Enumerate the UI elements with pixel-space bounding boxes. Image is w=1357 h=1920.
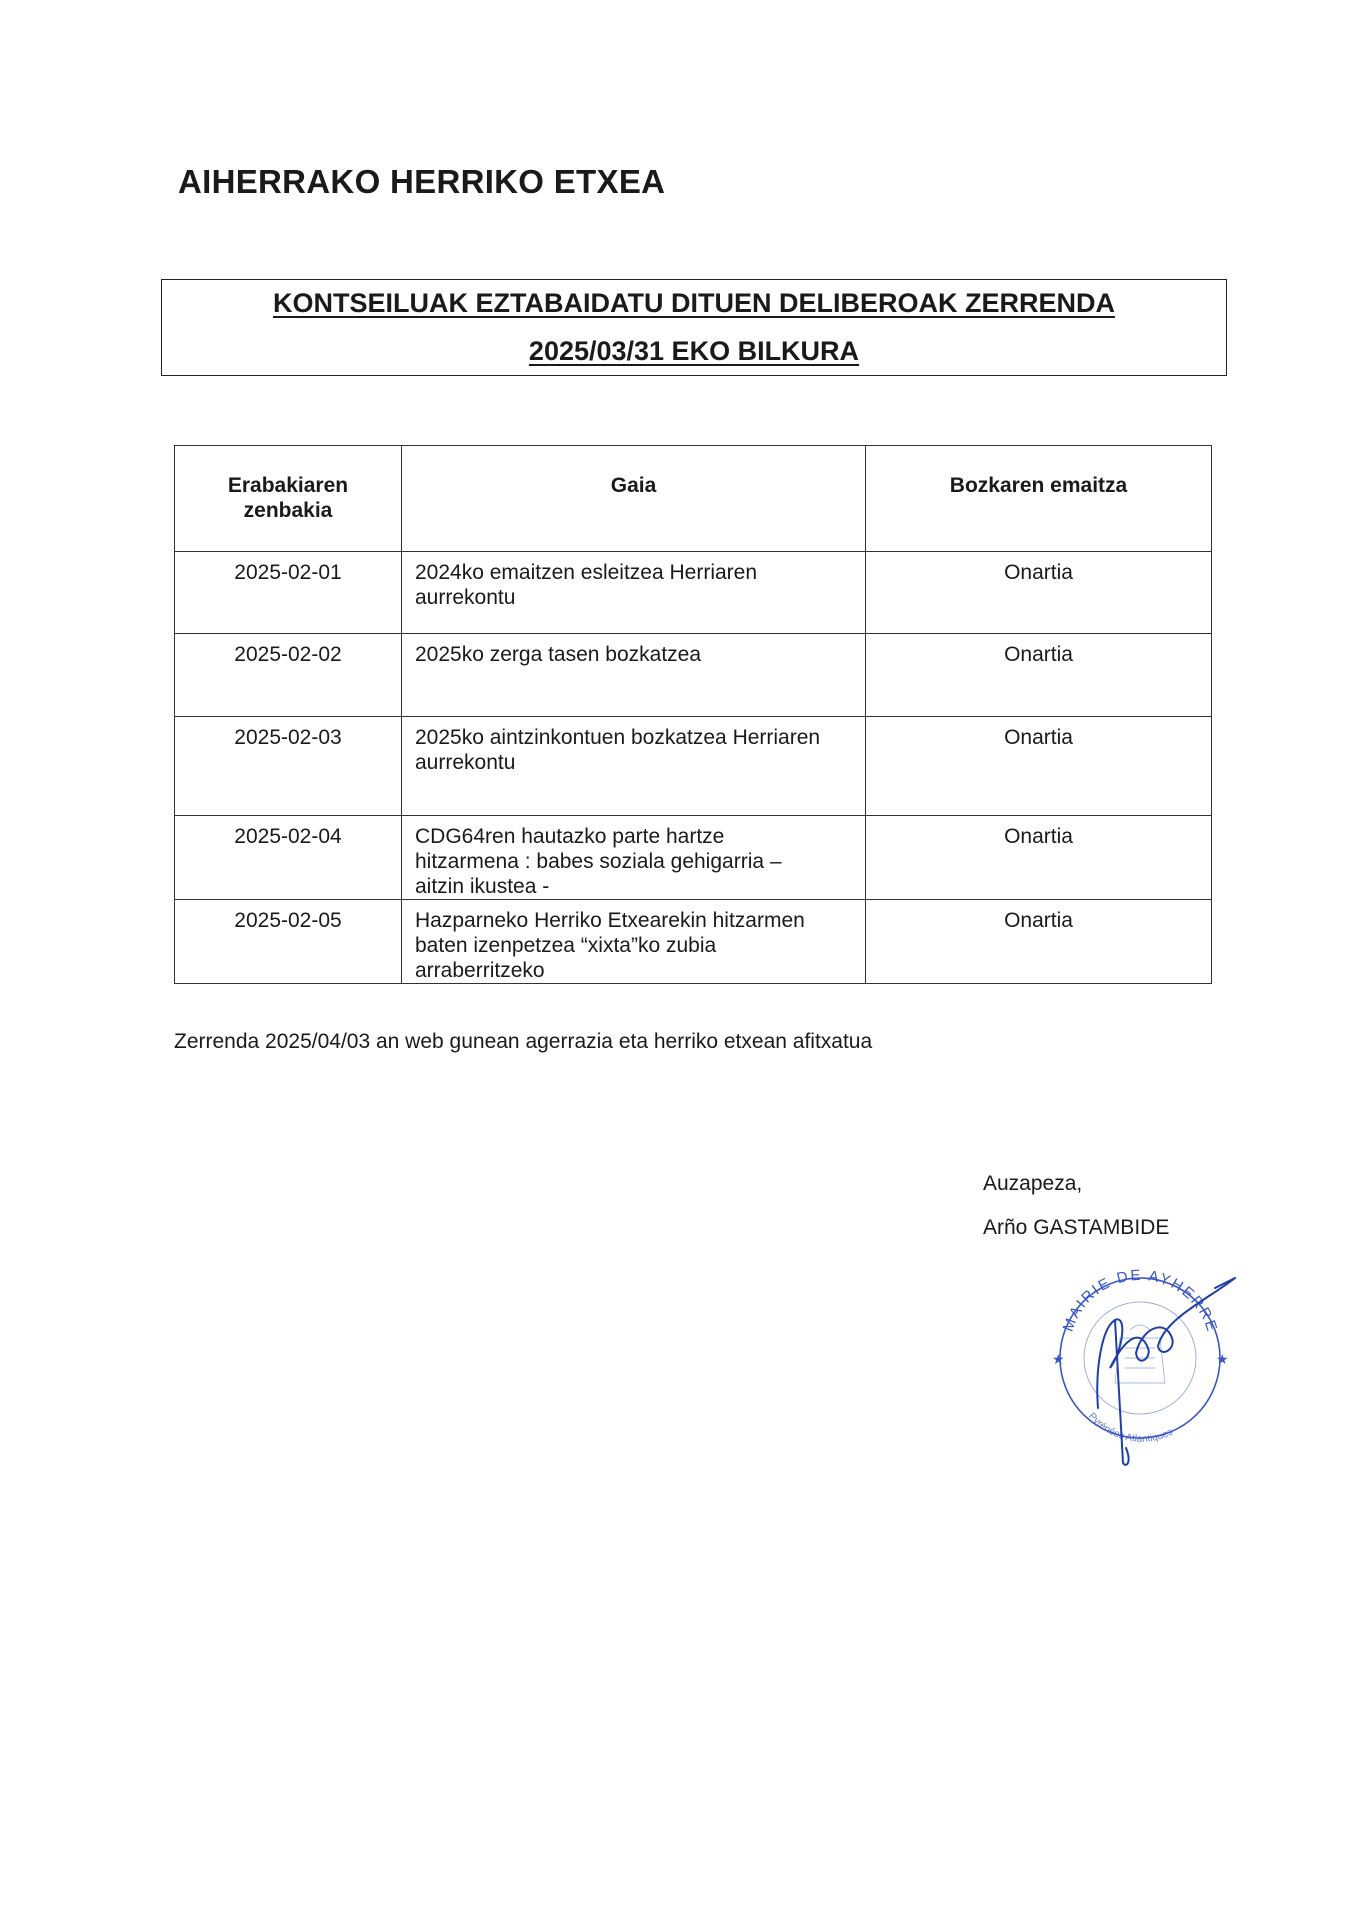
signatory-name: Arño GASTAMBIDE xyxy=(983,1216,1170,1239)
mairie-stamp-icon xyxy=(1040,1258,1240,1468)
deliberations-table xyxy=(174,445,1212,984)
stamp-bottom-text: Pyrénées Atlantiques xyxy=(1086,1410,1175,1445)
vote-result: Onartia xyxy=(866,634,1212,717)
table-row xyxy=(175,552,1212,634)
header-result: Bozkaren emaitza xyxy=(866,446,1212,552)
decision-number: 2025-02-05 xyxy=(175,900,402,984)
table-row xyxy=(175,717,1212,816)
table-header-row xyxy=(175,446,1212,552)
table-row xyxy=(175,900,1212,984)
session-date: 2025/03/31 EKO BILKURA xyxy=(528,336,860,366)
svg-text:★: ★ xyxy=(1216,1352,1229,1368)
document-heading: KONTSEILUAK EZTABAIDATU DITUEN DELIBEROAK ZERRENDA xyxy=(273,288,1115,318)
decision-number: 2025-02-04 xyxy=(175,816,402,900)
vote-result: Onartia xyxy=(866,900,1212,984)
decision-subject: 2025ko aintzinkontuen bozkatzea Herriaren aurrekontu xyxy=(402,717,866,816)
table-row xyxy=(175,816,1212,900)
vote-result: Onartia xyxy=(866,717,1212,816)
stamp-top-text: MAIRIE DE AYHERRE xyxy=(1059,1266,1221,1335)
decision-subject: Hazparneko Herriko Etxearekin hitzarmen baten izenpetzea “xixta”ko zubia arraberritzeko xyxy=(402,900,866,984)
vote-result: Onartia xyxy=(866,552,1212,634)
signatory-role: Auzapeza, xyxy=(983,1172,1083,1195)
svg-text:Pyrénées Atlantiques xyxy=(1086,1411,1175,1445)
decision-number: 2025-02-01 xyxy=(175,552,402,634)
page-title: AIHERRAKO HERRIKO ETXEA xyxy=(178,163,666,200)
decision-number: 2025-02-03 xyxy=(175,717,402,816)
publication-note: Zerrenda 2025/04/03 an web gunean agerrazia eta herriko etxean afitxatua xyxy=(174,1030,873,1053)
decision-subject: 2024ko emaitzen esleitzea Herriaren aurrekontu xyxy=(402,552,866,634)
header-number: Erabakiaren zenbakia xyxy=(175,446,402,552)
document-header-box xyxy=(161,279,1227,376)
vote-result: Onartia xyxy=(866,816,1212,900)
decision-subject: CDG64ren hautazko parte hartze hitzarmena : babes soziala gehigarria – aitzin ikustea - xyxy=(402,816,866,900)
header-subject: Gaia xyxy=(402,446,866,552)
table-row xyxy=(175,634,1212,717)
decision-number: 2025-02-02 xyxy=(175,634,402,717)
svg-text:★: ★ xyxy=(1052,1352,1065,1368)
decision-subject: 2025ko zerga tasen bozkatzea xyxy=(402,634,866,717)
